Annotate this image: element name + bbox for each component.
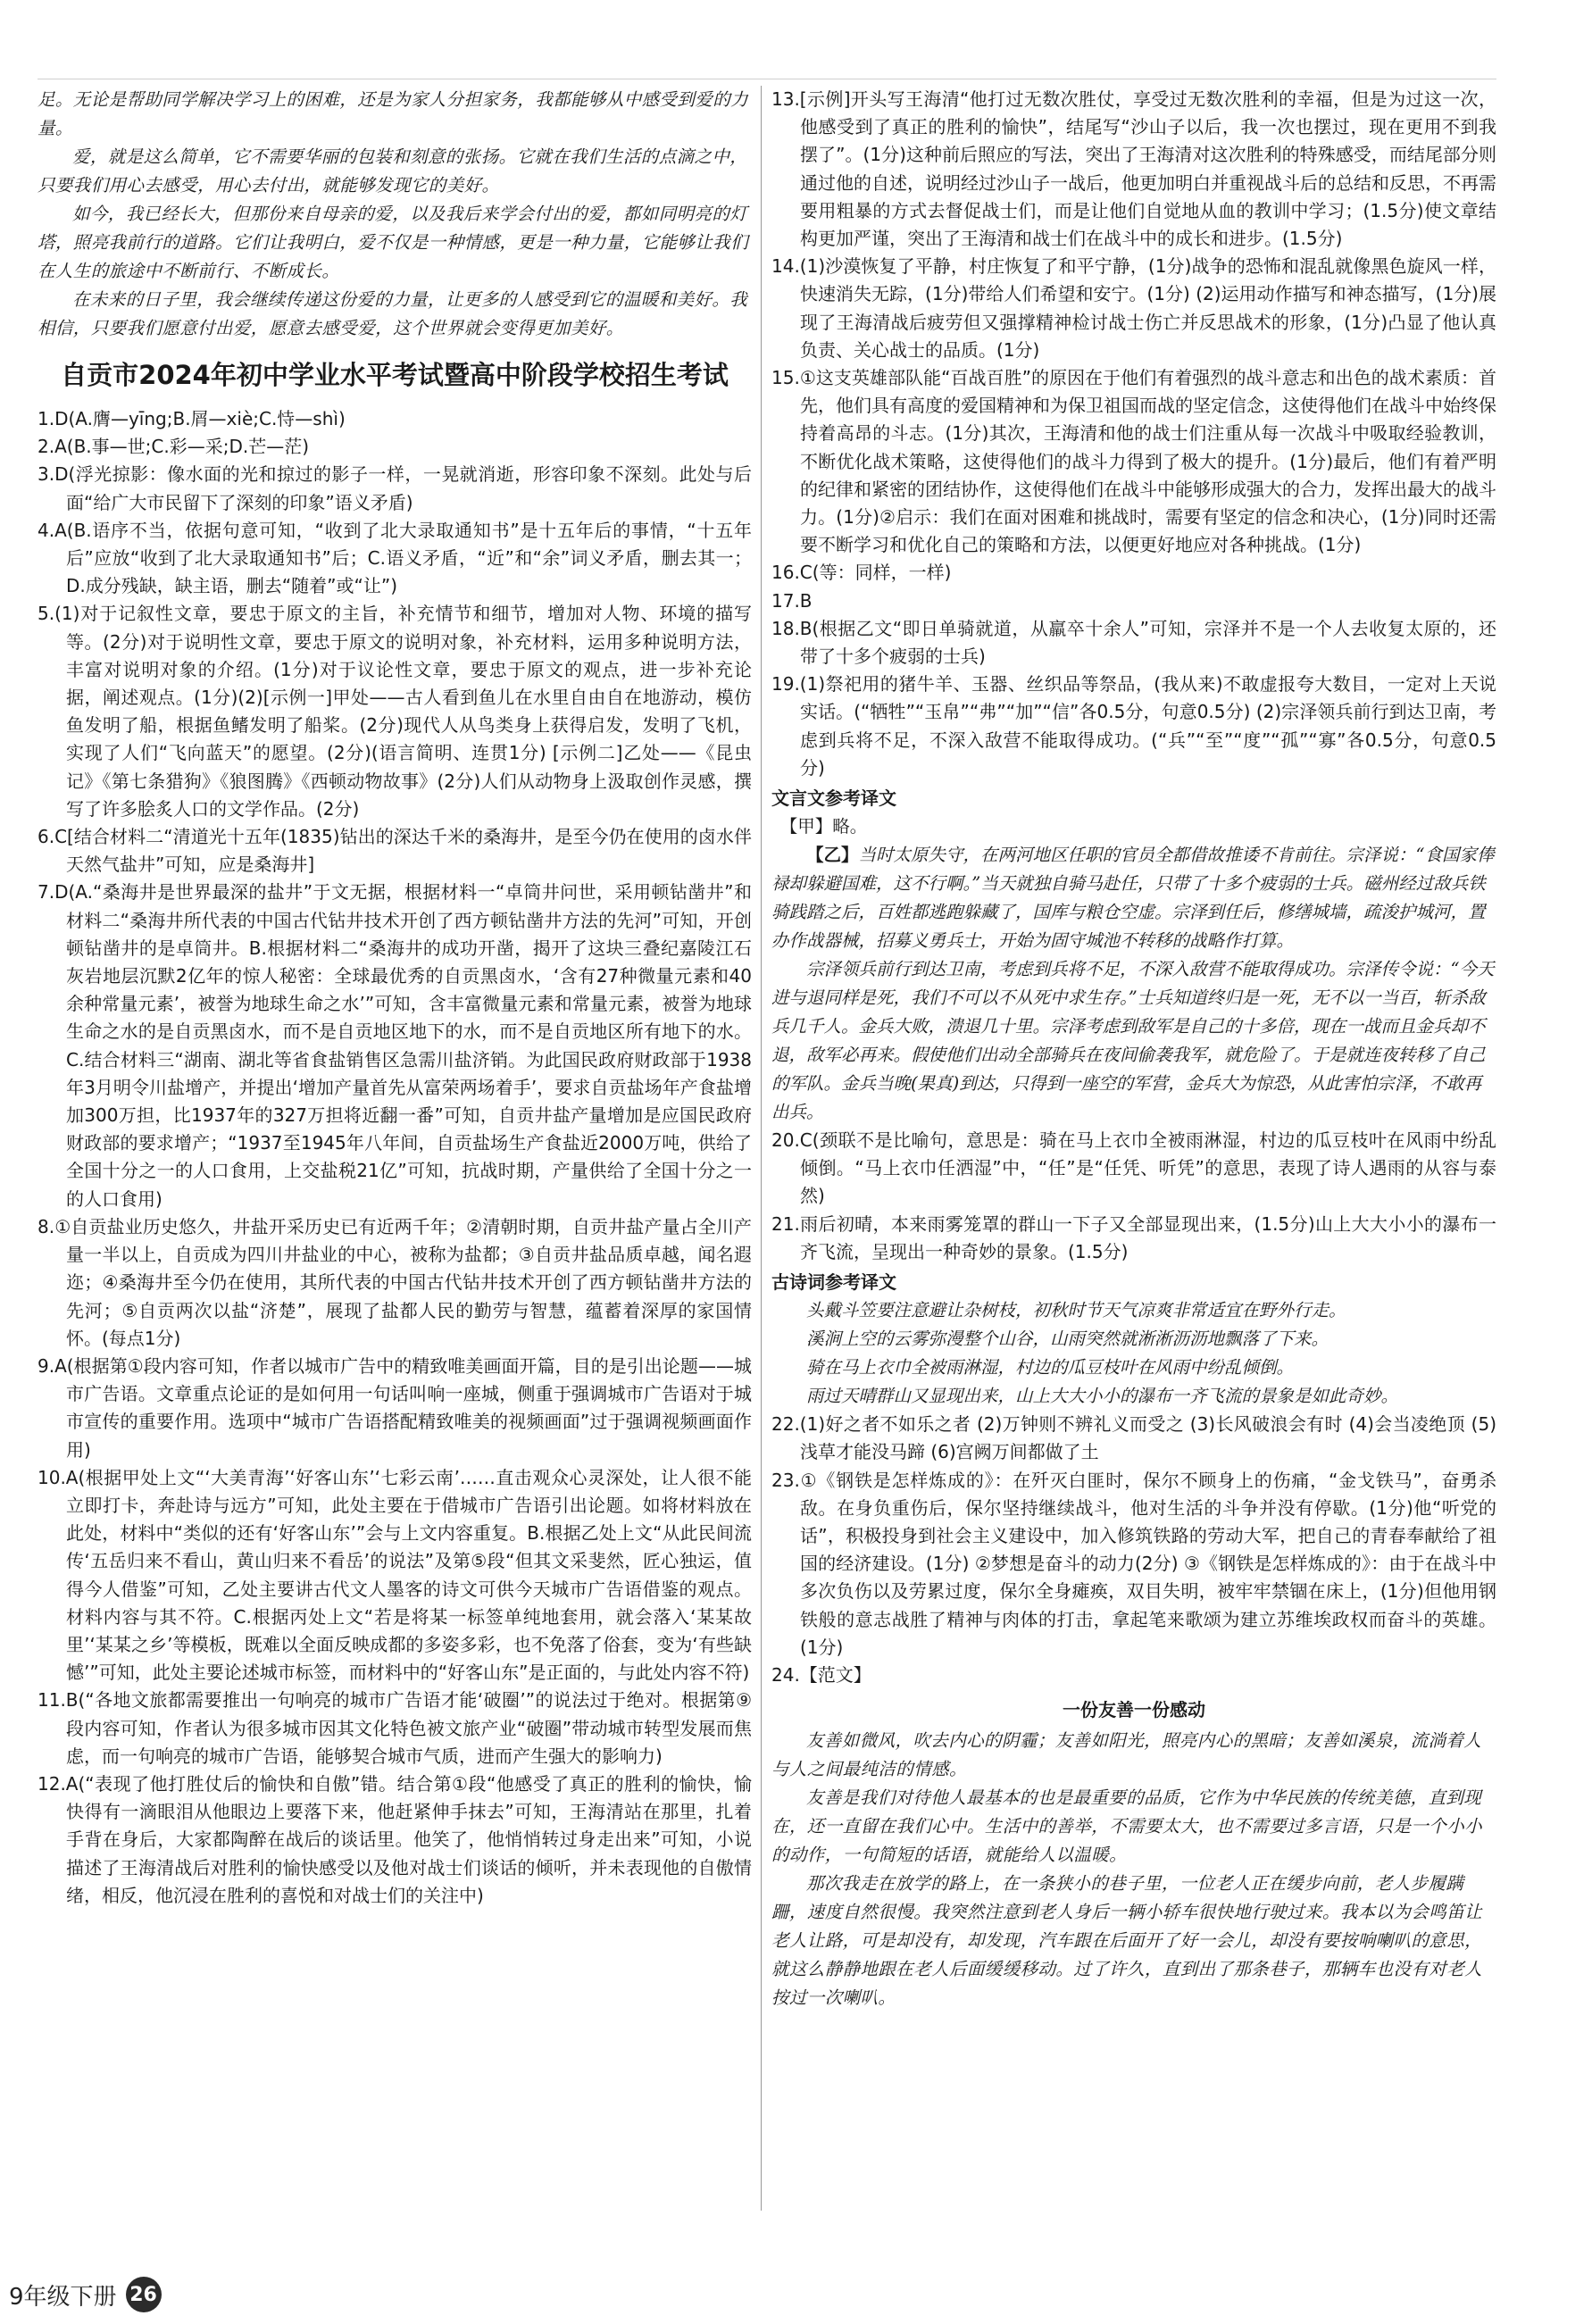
answer-item: 18.B(根据乙文“即日单骑就道，从羸卒十余人”可知，宗泽并不是一个人去收复太原的，还带了十多个疲弱的士兵) bbox=[771, 617, 1496, 668]
answer-item: 2.A(B.事—世;C.彩—采;D.芒—茫) bbox=[38, 436, 310, 458]
essay-ending bbox=[38, 86, 752, 343]
answer-item: 3.D(浮光掠影：像水面的光和掠过的影子一样，一晃就消逝，形容印象不深刻。此处与后面“给广大市民留下了深刻的印象”语义矛盾) bbox=[38, 463, 752, 513]
exam-title: 自贡市2024年初中学业水平考试暨高中阶段学校招生考试 bbox=[61, 360, 729, 390]
translation-jia: 【甲】略。 bbox=[779, 816, 868, 837]
essay-para: 在未来的日子里，我会继续传递这份爱的力量，让更多的人感受到它的温暖和美好。我相信，只要我们愿意付出爱，愿意去感受爱，这个世界就会变得更加美好。 bbox=[38, 289, 748, 338]
answer-list bbox=[771, 86, 1496, 782]
page-number-badge: 26 bbox=[126, 2277, 162, 2312]
poem-para: 骑在马上衣巾全被雨淋湿，村边的瓜豆枝叶在风雨中纷乱倾倒。 bbox=[806, 1357, 1295, 1379]
classical-translation bbox=[771, 812, 1496, 1127]
left-column bbox=[38, 86, 752, 1910]
answer-item: 13.[示例]开头写王海清“他打过无数次胜仗，享受过无数次胜利的幸福，但是为过这一次，他感受到了真正的胜利的愉快”，结尾写“沙山子以后，我一次也摆过，现在更用不到我摆了”。(1分)这种前后照应的写法，突出了王海清对这次胜利的特殊感受，而结尾部分则通过他的自述，说明经过沙山子一战后，他更加明白并重视战斗后的总结和反思，不再需要用粗暴的方式去督促战士们，而是让他们自觉地从血的教训中学习；(1.5分)使文章结构更加严谨，突出了王海清和战士们在战斗中的成长和进步。(1.5分) bbox=[771, 88, 1496, 250]
page-footer bbox=[9, 2277, 162, 2312]
section-heading: 古诗词参考译文 bbox=[771, 1271, 896, 1294]
answer-item: 10.A(根据甲处上文“‘大美青海’‘好客山东’‘七彩云南’……直击观众心灵深处，让人很不能立即打卡，奔赴诗与远方”可知，此处主要在于借城市广告语引出论题。如将材料放在此处，材料中“类似的还有‘好客山东’”会与上文内容重复。B.根据乙处上文“从此民间流传‘五岳归来不看山，黄山归来不看岳’的说法”及第⑤段“但其文采斐然，匠心独运，值得今人借鉴”可知，乙处主要讲古代文人墨客的诗文可供今天城市广告语借鉴的观点。材料内容与其不符。C.根据丙处上文“若是将某一标签单纯地套用，就会落入‘某某故里’‘某某之乡’等模板，既难以全面反映成都的多姿多彩，也不免落了俗套，变为‘有些缺憾’”可知，此处主要论述城市标签，而材料中的“好客山东”是正面的，与此处内容不符) bbox=[38, 1466, 752, 1684]
answer-item: 21.雨后初晴，本来雨雾笼罩的群山一下子又全部显现出来，(1.5分)山上大大小小的瀑布一齐飞流，呈现出一种奇妙的景象。(1.5分) bbox=[771, 1212, 1496, 1262]
answer-item: 23.①《钢铁是怎样炼成的》：在歼灭白匪时，保尔不顾身上的伤痛，“金戈铁马”，奋勇杀敌。在身负重伤后，保尔坚持继续战斗，他对生活的斗争并没有停歇。(1分)他“听党的话”，积极投身到社会主义建设中，加入修筑铁路的劳动大军，把自己的青春奉献给了祖国的经济建设。(1分) ②梦想是奋斗的动力(2分) ③《钢铁是怎样炼成的》：由于在战斗中多次负伤以及劳累过度，保尔全身瘫痪，双目失明，被牢牢禁锢在床上，(1分)但他用钢铁般的意志战胜了精神与肉体的打击，拿起笔来歌颂为建立苏维埃政权而奋斗的英雄。(1分) bbox=[771, 1469, 1496, 1658]
poem-para: 雨过天晴群山又显现出来，山上大大小小的瀑布一齐飞流的景象是如此奇妙。 bbox=[806, 1386, 1399, 1407]
answer-item: 15.①这支英雄部队能“百战百胜”的原因在于他们有着强烈的战斗意志和出色的战术素质：首先，他们具有高度的爱国精神和为保卫祖国而战的坚定信念，这使得他们在战斗中始终保持着高昂的斗志。(1分)其次，王海清和他的战士们注重从每一次战斗中吸取经验教训，不断优化战术策略，这使得他们的战斗力得到了极大的提升。(1分)最后，他们有着严明的纪律和紧密的团结协作，这使得他们在战斗中能够形成强大的合力，发挥出最大的战斗力。(1分)②启示：我们在面对困难和挑战时，需要有坚定的信念和决心，(1分)同时还需要不断学习和优化自己的策略和方法，以便更好地应对各种挑战。(1分) bbox=[771, 367, 1496, 556]
answer-item: 22.(1)好之者不如乐之者 (2)万钟则不辨礼义而受之 (3)长风破浪会有时 (4)会当凌绝顶 (5)浅草才能没马蹄 (6)宫阙万间都做了土 bbox=[771, 1413, 1496, 1463]
section-heading: 文言文参考译文 bbox=[771, 787, 896, 810]
model-essay-title: 一份友善一份感动 bbox=[1063, 1699, 1205, 1721]
model-essay bbox=[771, 1727, 1496, 2012]
essay-para: 足。无论是帮助同学解决学习上的困难，还是为家人分担家务，我都能够从中感受到爱的力量。 bbox=[38, 89, 749, 138]
answer-item: 11.B(“各地文旅都需要推出一句响亮的城市广告语才能‘破圈’”的说法过于绝对。根据第⑨段内容可知，作者认为很多城市因其文化特色被文旅产业“破圈”带动城市转型发展而焦虑，而一句响亮的城市广告语，能够契合城市气质，进而产生强大的影响力) bbox=[38, 1689, 752, 1767]
answer-item: 24.【范文】 bbox=[771, 1663, 871, 1686]
answer-item: 12.A(“表现了他打胜仗后的愉快和自傲”错。结合第①段“他感受了真正的胜利的愉快，愉快得有一滴眼泪从他眼边上要落下来，他赶紧伸手抹去”可知，王海清站在那里，扎着手背在身后，大家都陶醉在战后的谈话里。他笑了，他悄悄转过身走出来”可知，小说描述了王海清战后对胜利的愉快感受以及他对战士们谈话的倾听，并未表现他的自傲情绪，相反，他沉浸在胜利的喜悦和对战士们的关注中) bbox=[38, 1772, 752, 1906]
answer-list bbox=[771, 1411, 1496, 1689]
essay-para: 友善是我们对待他人最基本的也是最重要的品质，它作为中华民族的传统美德，直到现在，还一直留在我们心中。生活中的善举，不需要太大，也不需要过多言语，只是一个小小的动作，一句简短的话语，就能给人以温暖。 bbox=[771, 1787, 1483, 1866]
answer-item: 8.①自贡盐业历史悠久，井盐开采历史已有近两千年；②清朝时期，自贡井盐产量占全川产量一半以上，自贡成为四川井盐业的中心，被称为盐都；③自贡井盐品质卓越，闻名遐迩；④桑海井至今仍在使用，其所代表的中国古代钻井技术开创了西方顿钻凿井方法的先河；⑤自贡两次以盐“济楚”，展现了盐都人民的勤劳与智慧，蕴蓄着深厚的家国情怀。(每点1分) bbox=[38, 1215, 752, 1349]
answer-list bbox=[771, 1127, 1496, 1266]
column-divider bbox=[761, 86, 762, 2211]
essay-para: 爱，就是这么简单，它不需要华丽的包装和刻意的张扬。它就在我们生活的点滴之中，只要我们用心去感受，用心去付出，就能够发现它的美好。 bbox=[38, 146, 748, 196]
poem-para: 溪涧上空的云雾弥漫整个山谷，山雨突然就淅淅沥沥地飘落了下来。 bbox=[806, 1329, 1329, 1350]
translation-yi-tag: 【乙】 bbox=[806, 845, 859, 866]
answer-item: 1.D(A.膺—yīng;B.屑—xiè;C.恃—shì) bbox=[38, 408, 346, 429]
poem-para: 头戴斗笠要注意避让杂树枝，初秋时节天气凉爽非常适宜在野外行走。 bbox=[806, 1300, 1346, 1321]
essay-para: 友善如微风，吹去内心的阴霾；友善如阳光，照亮内心的黑暗；友善如溪泉，流淌着人与人之间最纯洁的情感。 bbox=[771, 1730, 1482, 1780]
translation-para: 宗泽领兵前行到达卫南，考虑到兵将不足，不深入敌营不能取得成功。宗泽传令说：“今天进与退同样是死，我们不可以不从死中求生存。”士兵知道终归是一死，无不以一当百，斩杀敌兵几千人。金兵大败，溃退几十里。宗泽考虑到敌军是自己的十多倍，现在一战而且金兵却不退，敌军必再来。假使他们出动全部骑兵在夜间偷袭我军，就危险了。于是就连夜转移了自己的军队。金兵当晚(果真)到达，只得到一座空的军营，金兵大为惊恐，从此害怕宗泽，不敢再出兵。 bbox=[771, 959, 1495, 1123]
right-column bbox=[771, 86, 1496, 2012]
poem-translation bbox=[771, 1296, 1496, 1411]
answer-item: 9.A(根据第①段内容可知，作者以城市广告中的精致唯美画面开篇，目的是引出论题——城市广告语。文章重点论证的是如何用一句话叫响一座城，侧重于强调城市广告语对于城市宣传的重要作用。选项中“城市广告语搭配精致唯美的视频画面”过于强调视频画面作用) bbox=[38, 1354, 752, 1461]
answer-item: 5.(1)对于记叙性文章，要忠于原文的主旨，补充情节和细节，增加对人物、环境的描写等。(2分)对于说明性文章，要忠于原文的说明对象，补充材料，运用多种说明方法，丰富对说明对象的介绍。(1分)对于议论性文章，要忠于原文的观点，进一步补充论据，阐述观点。(1分)(2)[示例一]甲处——古人看到鱼儿在水里自由自在地游动，模仿鱼发明了船，根据鱼鳍发明了船桨。(2分)现代人从鸟类身上获得启发，发明了飞机，实现了人们“飞向蓝天”的愿望。(2分)(语言简明、连贯1分) [示例二]乙处——《昆虫记》《第七条猎狗》《狼图腾》《西顿动物故事》(2分)人们从动物身上汲取创作灵感，撰写了许多脍炙人口的文学作品。(2分) bbox=[38, 603, 752, 820]
answer-item: 14.(1)沙漠恢复了平静，村庄恢复了和平宁静，(1分)战争的恐怖和混乱就像黑色旋风一样，快速消失无踪，(1分)带给人们希望和安宁。(1分) (2)运用动作描写和神态描写，(1分)展现了王海清战后疲劳但又强撑精神检讨战士伤亡并反思战术的形象，(1分)凸显了他认真负责、关心战士的品质。(1分) bbox=[771, 255, 1496, 361]
grade-label: 9年级下册 bbox=[9, 2283, 117, 2311]
essay-para: 如今，我已经长大，但那份来自母亲的爱，以及我后来学会付出的爱，都如同明亮的灯塔，照亮我前行的道路。它们让我明白，爱不仅是一种情感，更是一种力量，它能够让我们在人生的旅途中不断前行、不断成长。 bbox=[38, 204, 749, 281]
essay-para: 那次我走在放学的路上，在一条狭小的巷子里，一位老人正在缓步向前，老人步履蹒跚，速度自然很慢。我突然注意到老人身后一辆小轿车很快地行驶过来。我本以为会鸣笛让老人让路，可是却没有，却发现，汽车跟在后面开了好一会儿，却没有要按响喇叭的意思，就这么静静地跟在老人后面缓缓移动。过了许久，直到出了那条巷子，那辆车也没有对老人按过一次喇叭。 bbox=[771, 1873, 1483, 2009]
translation-text: 当时太原失守，在两河地区任职的官员全都借故推诿不肯前往。宗泽说：“食国家俸禄却躲避国难，这不行啊。”当天就独自骑马赴任，只带了十多个疲弱的士兵。磁州经过敌兵铁骑践踏之后，百姓都逃跑躲藏了，国库与粮仓空虚。宗泽到任后，修缮城墙，疏浚护城河，置办作战器械，招募义勇兵士，开始为固守城池不转移的战略作打算。 bbox=[771, 845, 1495, 952]
answer-item: 17.B bbox=[771, 589, 813, 612]
answer-item: 6.C[结合材料二“清道光十五年(1835)钻出的深达千米的桑海井，是至今仍在使用的卤水伴天然气盐井”可知，应是桑海井] bbox=[38, 826, 752, 876]
answer-list bbox=[38, 405, 752, 1910]
answer-item: 19.(1)祭祀用的猪牛羊、玉器、丝织品等祭品，(我从来)不敢虚报夸大数目，一定对上天说实话。(“牺牲”“玉帛”“弗”“加”“信”各0.5分，句意0.5分) (2)宗泽领兵前行到达卫南，考虑到兵将不足，不深入敌营不能取得成功。(“兵”“至”“度”“孤”“寡”各0.5分，句意0.5分) bbox=[771, 673, 1496, 779]
answer-item: 16.C(等：同样，一样) bbox=[771, 562, 952, 584]
answer-item: 4.A(B.语序不当，依据句意可知，“收到了北大录取通知书”是十五年后的事情，“十五年后”应放“收到了北大录取通知书”后；C.语义矛盾，“近”和“余”词义矛盾，删去其一；D.成分残缺，缺主语，删去“随着”或“让”) bbox=[38, 519, 752, 597]
answer-item: 20.C(颈联不是比喻句，意思是：骑在马上衣巾全被雨淋湿，村边的瓜豆枝叶在风雨中纷乱倾倒。“马上衣巾任洒湿”中，“任”是“任凭、听凭”的意思，表现了诗人遇雨的从容与泰然) bbox=[771, 1129, 1496, 1207]
answer-item: 7.D(A.“桑海井是世界最深的盐井”于文无据，根据材料一“卓筒井问世，采用顿钻凿井”和材料二“桑海井所代表的中国古代钻井技术开创了西方顿钻凿井方法的先河”可知，开创顿钻凿井的是卓筒井。B.根据材料二“桑海井的成功开凿，揭开了这块三叠纪嘉陵江石灰岩地层沉默2亿年的惊人秘密：全球最优秀的自贡黑卤水，‘含有27种微量元素和40余种常量元素’，被誉为地球生命之水’”可知，含丰富微量元素和常量元素，被誉为地球生命之水的是自贡黑卤水，而不是自贡地区地下的水，而不是自贡地区所有地下的水。C.结合材料三“湖南、湖北等省食盐销售区急需川盐济销。为此国民政府财政部于1938年3月明令川盐增产，并提出‘增加产量首先从富荣两场着手’，要求自贡盐场年产食盐增加300万担，比1937年的327万担将近翻一番”可知，自贡井盐产量增加是应国民政府财政部的要求增产；“1937至1945年八年间，自贡盐场生产食盐近2000万吨，供给了全国十分之一的人口食用，上交盐税21亿”可知，抗战时期，产量供给了全国十分之一的人口食用) bbox=[38, 881, 752, 1210]
translation-para bbox=[771, 841, 1496, 955]
